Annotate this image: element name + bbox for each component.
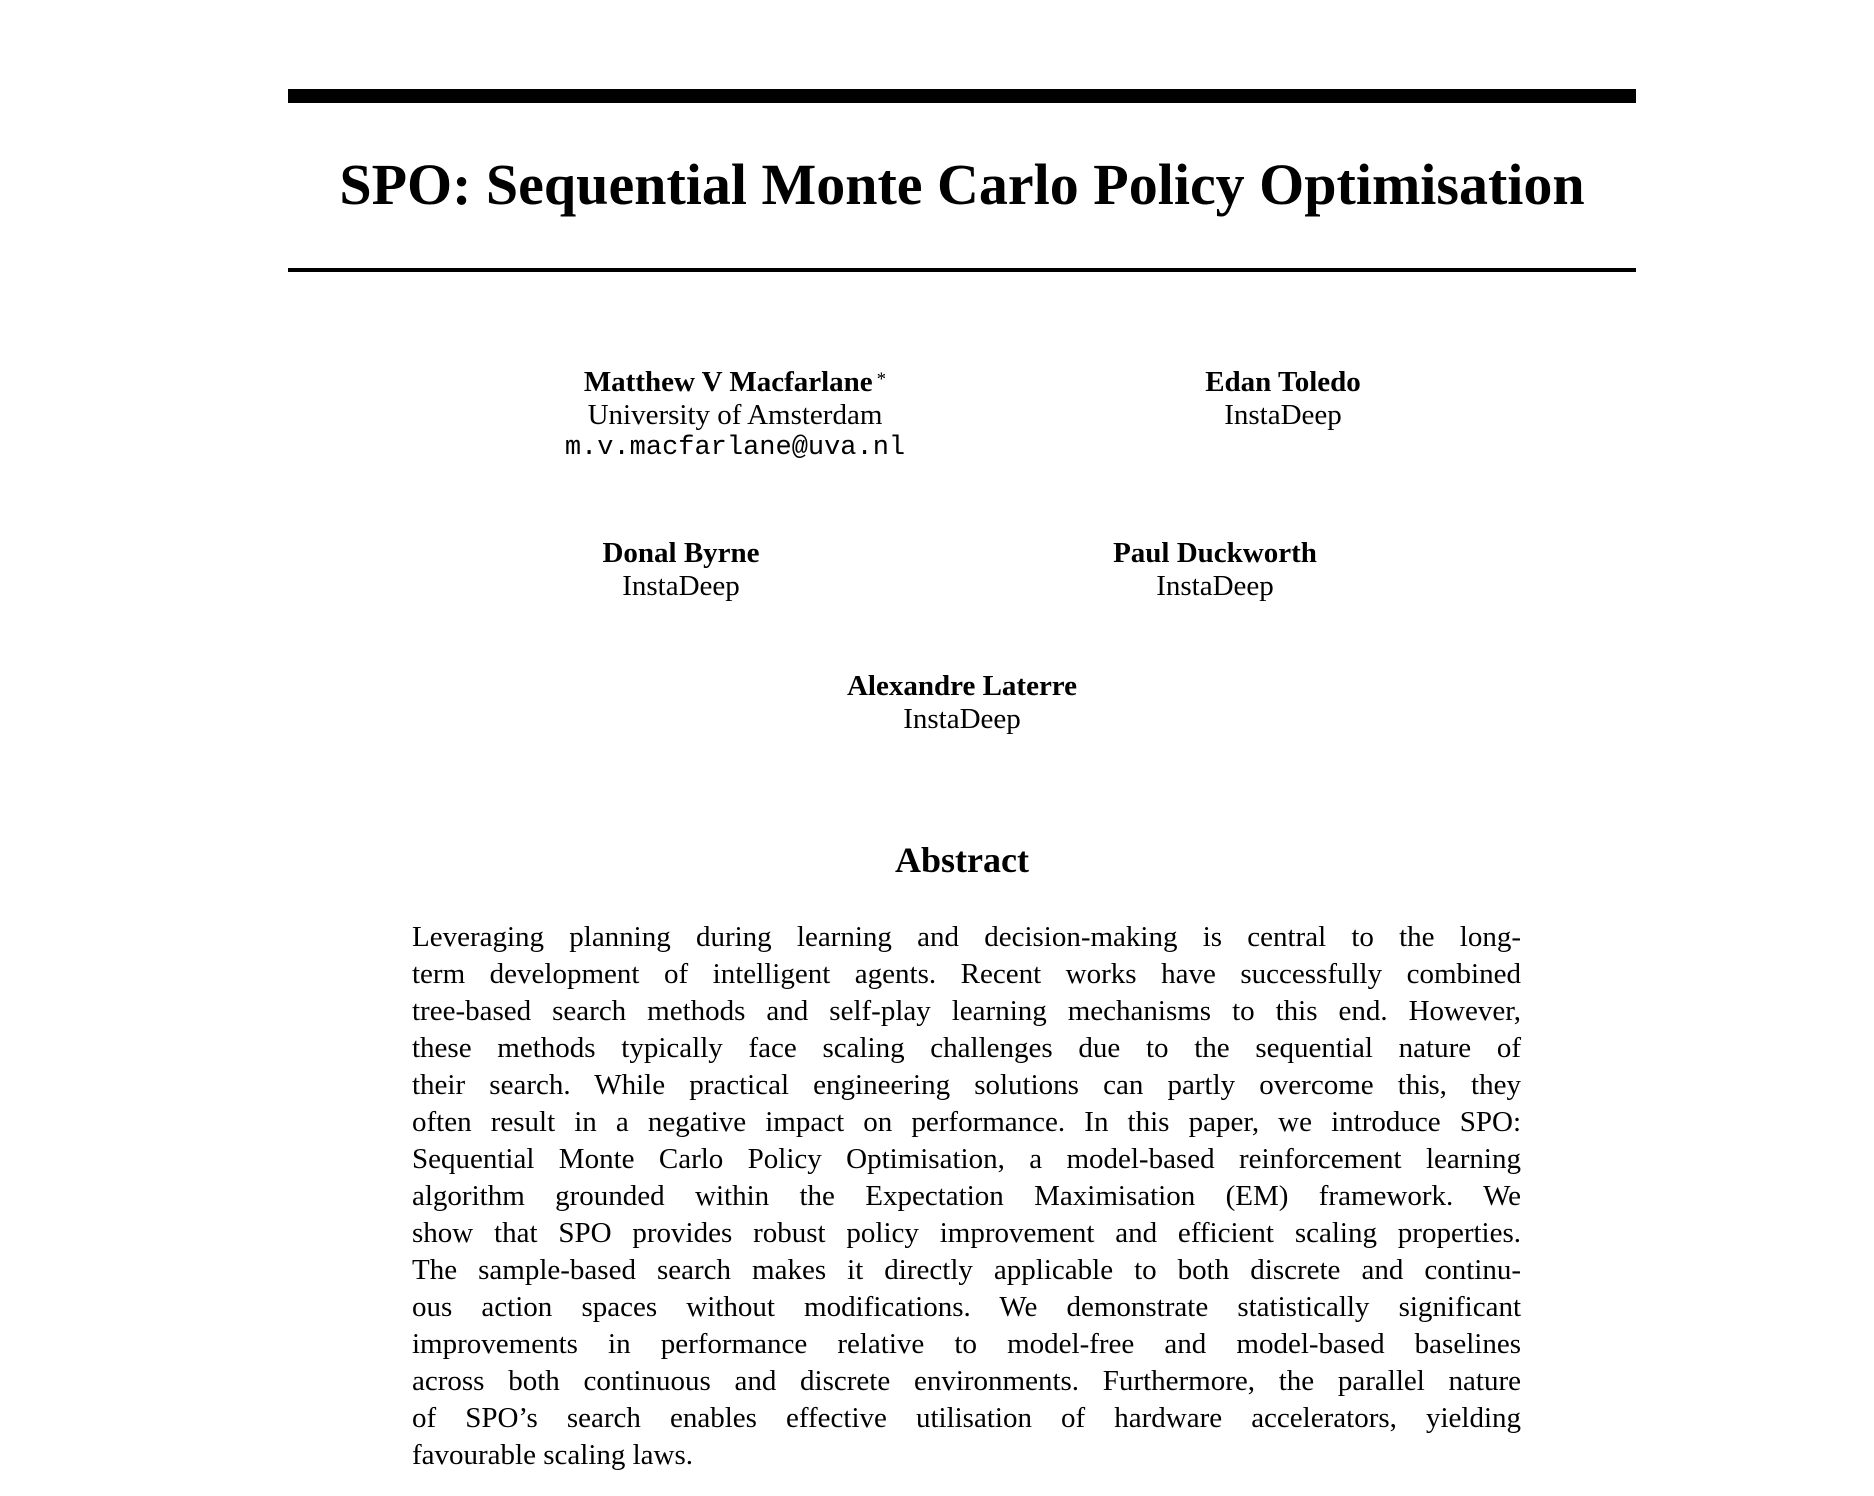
author-affiliation: InstaDeep xyxy=(1156,570,1274,602)
abstract-line: tree-based search methods and self-play learning mechanisms to this end. However, xyxy=(412,995,1521,1027)
footnote-mark[interactable]: * xyxy=(876,369,887,390)
abstract-line: these methods typically face scaling challenges due to the sequential nature of xyxy=(412,1032,1521,1064)
author-block-duckworth xyxy=(915,537,1515,603)
author-affiliation: InstaDeep xyxy=(622,570,740,602)
author-block-byrne xyxy=(381,537,981,603)
author-name: Donal Byrne xyxy=(602,537,760,569)
abstract-line: of SPO’s search enables effective utilisation of hardware accelerators, yielding xyxy=(412,1402,1521,1434)
author-affiliation: InstaDeep xyxy=(903,703,1021,735)
abstract-line: The sample-based search makes it directly applicable to both discrete and continu- xyxy=(412,1254,1521,1286)
author-email[interactable]: m.v.macfarlane@uva.nl xyxy=(564,433,906,463)
abstract-line: term development of intelligent agents. Recent works have successfully combined xyxy=(412,958,1521,990)
abstract-line: show that SPO provides robust policy improvement and efficient scaling properties. xyxy=(412,1217,1521,1249)
abstract-line: favourable scaling laws. xyxy=(412,1439,694,1471)
author-block-macfarlane xyxy=(435,366,1035,464)
title-bottom-rule xyxy=(288,268,1636,272)
abstract-line: Sequential Monte Carlo Policy Optimisation, a model-based reinforcement learning xyxy=(412,1143,1521,1175)
abstract-line: improvements in performance relative to model-free and model-based baselines xyxy=(412,1328,1521,1360)
author-name: Paul Duckworth xyxy=(1113,537,1317,569)
abstract-line: algorithm grounded within the Expectation Maximisation (EM) framework. We xyxy=(412,1180,1521,1212)
author-block-laterre xyxy=(662,670,1262,736)
abstract-line: ous action spaces without modifications. We demonstrate statistically significant xyxy=(412,1291,1521,1323)
author-name: Alexandre Laterre xyxy=(846,670,1078,702)
abstract-line: across both continuous and discrete environments. Furthermore, the parallel nature xyxy=(412,1365,1521,1397)
author-name: Edan Toledo xyxy=(1205,366,1361,398)
abstract-heading: Abstract xyxy=(895,840,1029,880)
title-top-rule xyxy=(288,89,1636,103)
author-name-text: Matthew V Macfarlane xyxy=(583,366,873,398)
author-name xyxy=(435,366,1035,399)
paper-title: SPO: Sequential Monte Carlo Policy Optimisation xyxy=(339,152,1585,217)
abstract-line: their search. While practical engineering solutions can partly overcome this, they xyxy=(412,1069,1521,1101)
author-affiliation: InstaDeep xyxy=(1224,399,1342,431)
abstract-body xyxy=(412,919,1521,1474)
abstract-line: often result in a negative impact on performance. In this paper, we introduce SPO: xyxy=(412,1106,1521,1138)
abstract-line: Leveraging planning during learning and decision-making is central to the long- xyxy=(412,921,1521,953)
author-block-toledo xyxy=(983,366,1583,432)
author-affiliation: University of Amsterdam xyxy=(587,399,883,431)
